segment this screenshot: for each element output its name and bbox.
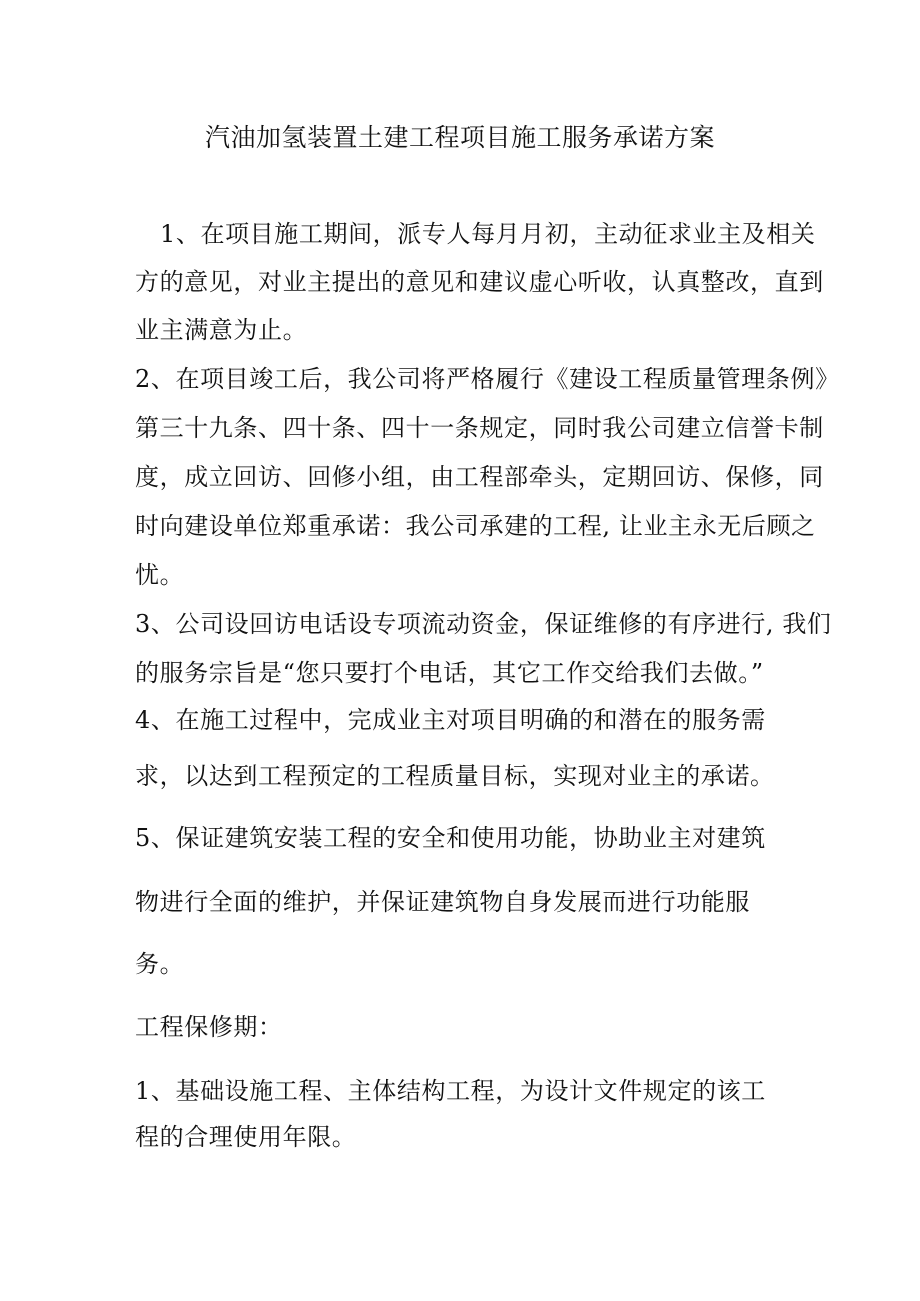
body-line-12: 求，以达到工程预定的工程质量目标，实现对业主的承诺。 [135, 762, 775, 790]
section-heading-warranty: 工程保修期： [135, 1013, 283, 1041]
body-line-4: 2、在项目竣工后，我公司将严格履行《建设工程质量管理条例》 [135, 365, 840, 393]
body-line-11: 4、在施工过程中，完成业主对项目明确的和潜在的服务需 [135, 706, 766, 734]
body-line-9: 3、公司设回访电话设专项流动资金，保证维修的有序进行, 我们 [135, 610, 832, 638]
body-line-8: 忧。 [135, 561, 185, 589]
body-line-15: 务。 [135, 950, 185, 978]
body-line-6: 度，成立回访、回修小组，由工程部牵头，定期回访、保修，同 [135, 463, 824, 491]
body-line-7: 时向建设单位郑重承诺：我公司承建的工程, 让业主永无后顾之 [135, 512, 816, 540]
body-line-13: 5、保证建筑安装工程的安全和使用功能，协助业主对建筑 [135, 824, 766, 852]
body-line-5: 第三十九条、四十条、四十一条规定，同时我公司建立信誉卡制 [135, 414, 824, 442]
body-line-17: 1、基础设施工程、主体结构工程，为设计文件规定的该工 [135, 1077, 766, 1105]
body-line-3: 业主满意为止。 [135, 316, 308, 344]
body-line-1: 1、在项目施工期间，派专人每月月初，主动征求业主及相关 [160, 220, 816, 248]
body-line-14: 物进行全面的维护，并保证建筑物自身发展而进行功能服 [135, 888, 750, 916]
document-title: 汽油加氢装置土建工程项目施工服务承诺方案 [204, 123, 715, 152]
body-line-10: 的服务宗旨是“您只要打个电话，其它工作交给我们去做。” [135, 659, 764, 687]
body-line-18: 程的合理使用年限。 [135, 1123, 357, 1151]
body-line-2: 方的意见，对业主提出的意见和建议虚心听收，认真整改，直到 [135, 268, 824, 296]
